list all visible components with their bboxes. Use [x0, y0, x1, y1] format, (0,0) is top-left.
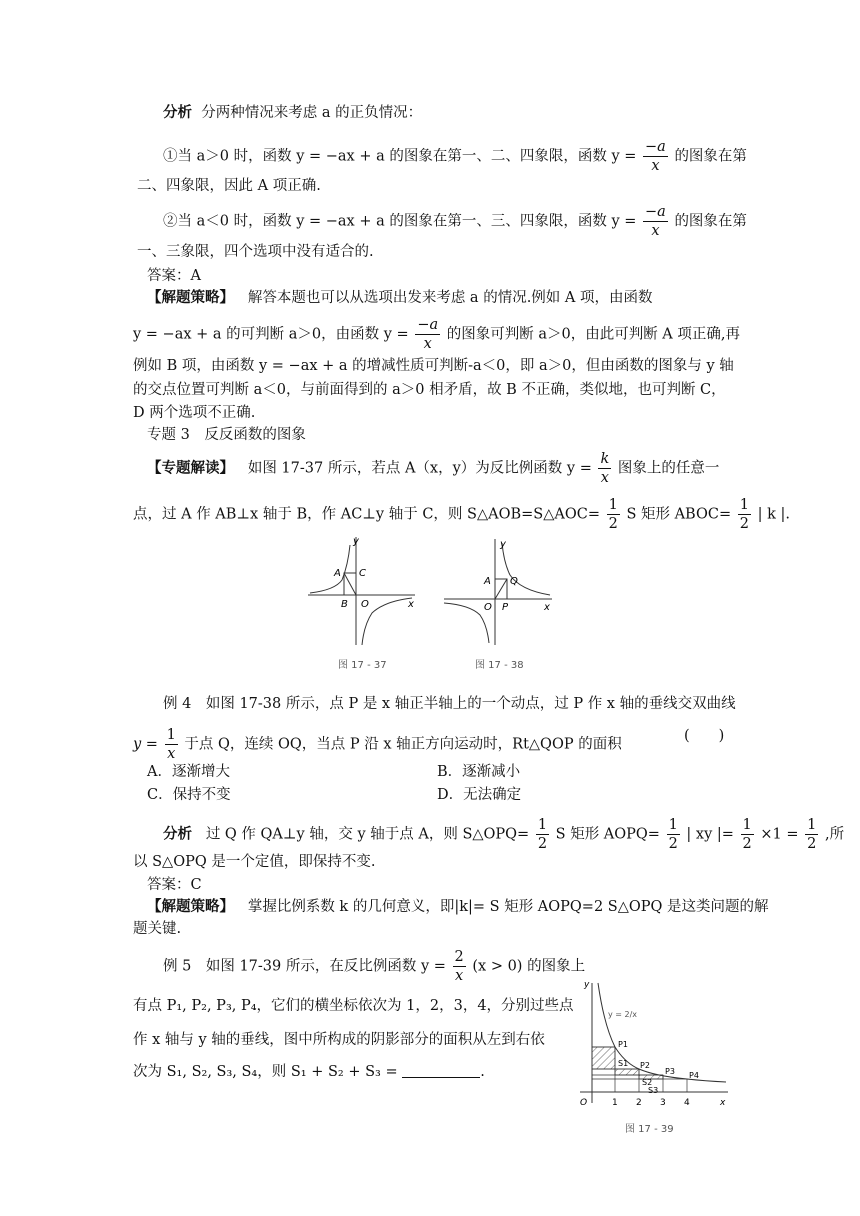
text: y =	[133, 736, 158, 753]
text: 例 5 如图 17-39 所示，在反比例函数 y =	[163, 958, 446, 975]
text: | k |.	[757, 506, 790, 523]
label-x: x	[544, 602, 550, 613]
text: ,所	[824, 826, 845, 843]
label-p1: P1	[618, 1040, 628, 1049]
analysis-label: 分析	[163, 104, 192, 121]
analysis-line-1	[163, 103, 422, 123]
topic-label: 【专题解读】	[147, 459, 234, 477]
label-y: y	[500, 539, 506, 550]
case-1-line	[163, 138, 747, 175]
label-s1: S1	[618, 1059, 629, 1068]
text: S 矩形 ABOC=	[626, 506, 732, 523]
tick-2: 2	[636, 1098, 642, 1108]
fraction: $\frac{1}{2}$	[668, 817, 678, 852]
example-4-line-2	[133, 726, 622, 763]
fraction: $\frac{-a}{x}$	[645, 204, 666, 239]
label-x: x	[408, 599, 414, 610]
text: ①当 a＞0 时，函数 y = −ax + a 的图象在第一、二、四象限，函数 y =	[163, 148, 637, 165]
segment-oq	[495, 579, 507, 599]
fraction: $\frac{-a}{x}$	[417, 317, 439, 352]
text: 过 Q 作 QA⊥y 轴，交 y 轴于点 A，则 S△OPQ=	[205, 826, 530, 843]
label-c: C	[359, 568, 366, 579]
figure-caption: 图 17 - 37	[338, 660, 387, 671]
text: 图象上的任意一	[617, 460, 720, 477]
text: .	[480, 1064, 485, 1080]
label-o: O	[361, 599, 369, 610]
text: ②当 a＜0 时，函数 y = −ax + a 的图象在第一、三、四象限，函数 y =	[163, 213, 637, 230]
strategy-label: 【解题策略】	[147, 898, 234, 915]
text: S 矩形 AOPQ=	[555, 826, 660, 843]
answer-line: 答案：C	[147, 877, 202, 893]
text-line: 二、四象限，因此 A 项正确.	[137, 178, 321, 194]
tick-3: 3	[660, 1098, 666, 1108]
text-line: 例如 B 项，由函数 y = −ax + a 的增减性质可判断-a＜0，即 a＞0，但由函数的图象与 y 轴	[133, 358, 734, 374]
option-c: C．保持不变	[147, 787, 231, 803]
label-p: P	[502, 602, 509, 613]
fraction: $\frac{-a}{x}$	[645, 139, 666, 174]
label-o: O	[580, 1098, 588, 1108]
hyperbola-branch-left	[444, 603, 489, 643]
text: (x > 0) 的图象上	[472, 958, 586, 975]
fraction: $\frac{1}{2}$	[537, 817, 548, 852]
text: 的图象可判断 a＞0，由此可判断 A 项正确,再	[446, 326, 740, 343]
text: 的图象在第	[674, 213, 747, 230]
s1-region	[592, 1047, 615, 1069]
text-line: D 两个选项不正确.	[133, 405, 256, 421]
analysis-label: 分析	[163, 825, 192, 843]
strategy-label: 【解题策略】	[147, 289, 234, 306]
label-q: Q	[510, 576, 518, 587]
example-5-question	[133, 1062, 485, 1082]
hyperbola-branch-right	[502, 543, 550, 595]
text: 掌握比例系数 k 的几何意义，即|k|= S 矩形 AOPQ=2 S△OPQ 是这类问题的解	[247, 899, 769, 915]
text-line: 题关键.	[133, 921, 182, 937]
text: 的图象在第	[674, 148, 747, 165]
label-x: x	[720, 1098, 726, 1108]
label-y: y	[353, 536, 359, 547]
text: 点，过 A 作 AB⊥x 轴于 B，作 AC⊥y 轴于 C，则 S△AOB=S△AOC=	[133, 506, 600, 523]
option-b: B．逐渐减小	[437, 764, 521, 780]
figure-17-37	[300, 535, 420, 650]
strategy-line-2	[133, 316, 740, 353]
strategy-line	[147, 288, 653, 308]
label-p3: P3	[665, 1067, 675, 1076]
text: | xy |=	[686, 826, 734, 843]
option-d: D．无法确定	[437, 787, 522, 803]
hyperbola-branch-right	[362, 598, 412, 645]
label-p2: P2	[640, 1061, 650, 1070]
section-heading: 专题 3 反反函数的图象	[147, 427, 306, 443]
label-o: O	[484, 602, 492, 613]
answer-blank[interactable]	[402, 1063, 480, 1078]
text: 于点 Q，连续 OQ，当点 P 沿 x 轴正方向运动时，Rt△QOP 的面积	[184, 736, 622, 753]
label-y: y	[584, 980, 590, 990]
text: 次为 S₁, S₂, S₃, S₄，则 S₁ + S₂ + S₃ =	[133, 1064, 398, 1080]
topic-line	[147, 450, 719, 487]
fraction: $\frac{1}{2}$	[739, 497, 749, 532]
fraction: $\frac{1}{2}$	[608, 497, 618, 532]
figure-caption: 图 17 - 38	[475, 660, 524, 671]
figure-17-39	[570, 975, 735, 1115]
text-line: 有点 P₁, P₂, P₃, P₄，它们的横坐标依次为 1，2，3，4，分别过些点	[133, 998, 574, 1014]
topic-line-2	[133, 496, 790, 533]
figure-17-38	[440, 535, 560, 650]
example-4-line: 例 4 如图 17-38 所示，点 P 是 x 轴正半轴上的一个动点，过 P 作 x 轴的垂线交双曲线	[163, 696, 736, 712]
example-5-line	[163, 948, 585, 985]
option-a: A．逐渐增大	[147, 764, 230, 780]
label-b: B	[341, 599, 348, 610]
label-p4: P4	[689, 1071, 699, 1080]
fraction: $\frac{1}{2}$	[807, 817, 817, 852]
text: ×1 =	[760, 826, 799, 843]
text-line: 以 S△OPQ 是一个定值，即保持不变.	[133, 854, 376, 870]
label-function: y = 2/x	[608, 1010, 638, 1019]
label-s3: S3	[648, 1086, 659, 1095]
text-line: 作 x 轴与 y 轴的垂线，图中所构成的阴影部分的面积从左到右依	[133, 1032, 545, 1048]
strategy-4-line	[147, 897, 769, 917]
tick-4: 4	[684, 1098, 690, 1108]
case-2-line	[163, 203, 747, 240]
fraction: $\frac{2}{x}$	[454, 949, 464, 984]
label-a: A	[484, 576, 491, 587]
fraction: $\frac{1}{2}$	[742, 817, 752, 852]
answer-line: 答案：A	[147, 268, 201, 284]
tick-1: 1	[612, 1098, 618, 1108]
fraction: $\frac{k}{x}$	[600, 451, 610, 486]
text: 如图 17-37 所示，若点 A（x，y）为反比例函数 y =	[247, 460, 592, 477]
answer-bracket: ( )	[684, 728, 725, 744]
text: 分两种情况来考虑 a 的正负情况：	[201, 105, 423, 121]
text-line: 的交点位置可判断 a＜0，与前面得到的 a＞0 相矛盾，故 B 不正确，类似地，也可判断 C，	[133, 382, 726, 398]
text: y = −ax + a 的可判断 a＞0，由函数 y =	[133, 326, 409, 343]
fraction: $\frac{1}{x}$	[166, 727, 176, 762]
segment-ao	[344, 573, 356, 595]
figure-caption: 图 17 - 39	[625, 1124, 674, 1135]
analysis-4-line	[163, 816, 844, 853]
text: 解答本题也可以从选项出发来考虑 a 的情况.例如 A 项，由函数	[247, 290, 653, 306]
s2-region	[615, 1069, 639, 1075]
text-line: 一、三象限，四个选项中没有适合的.	[137, 244, 374, 260]
label-s2: S2	[642, 1078, 653, 1087]
label-a: A	[334, 568, 341, 579]
